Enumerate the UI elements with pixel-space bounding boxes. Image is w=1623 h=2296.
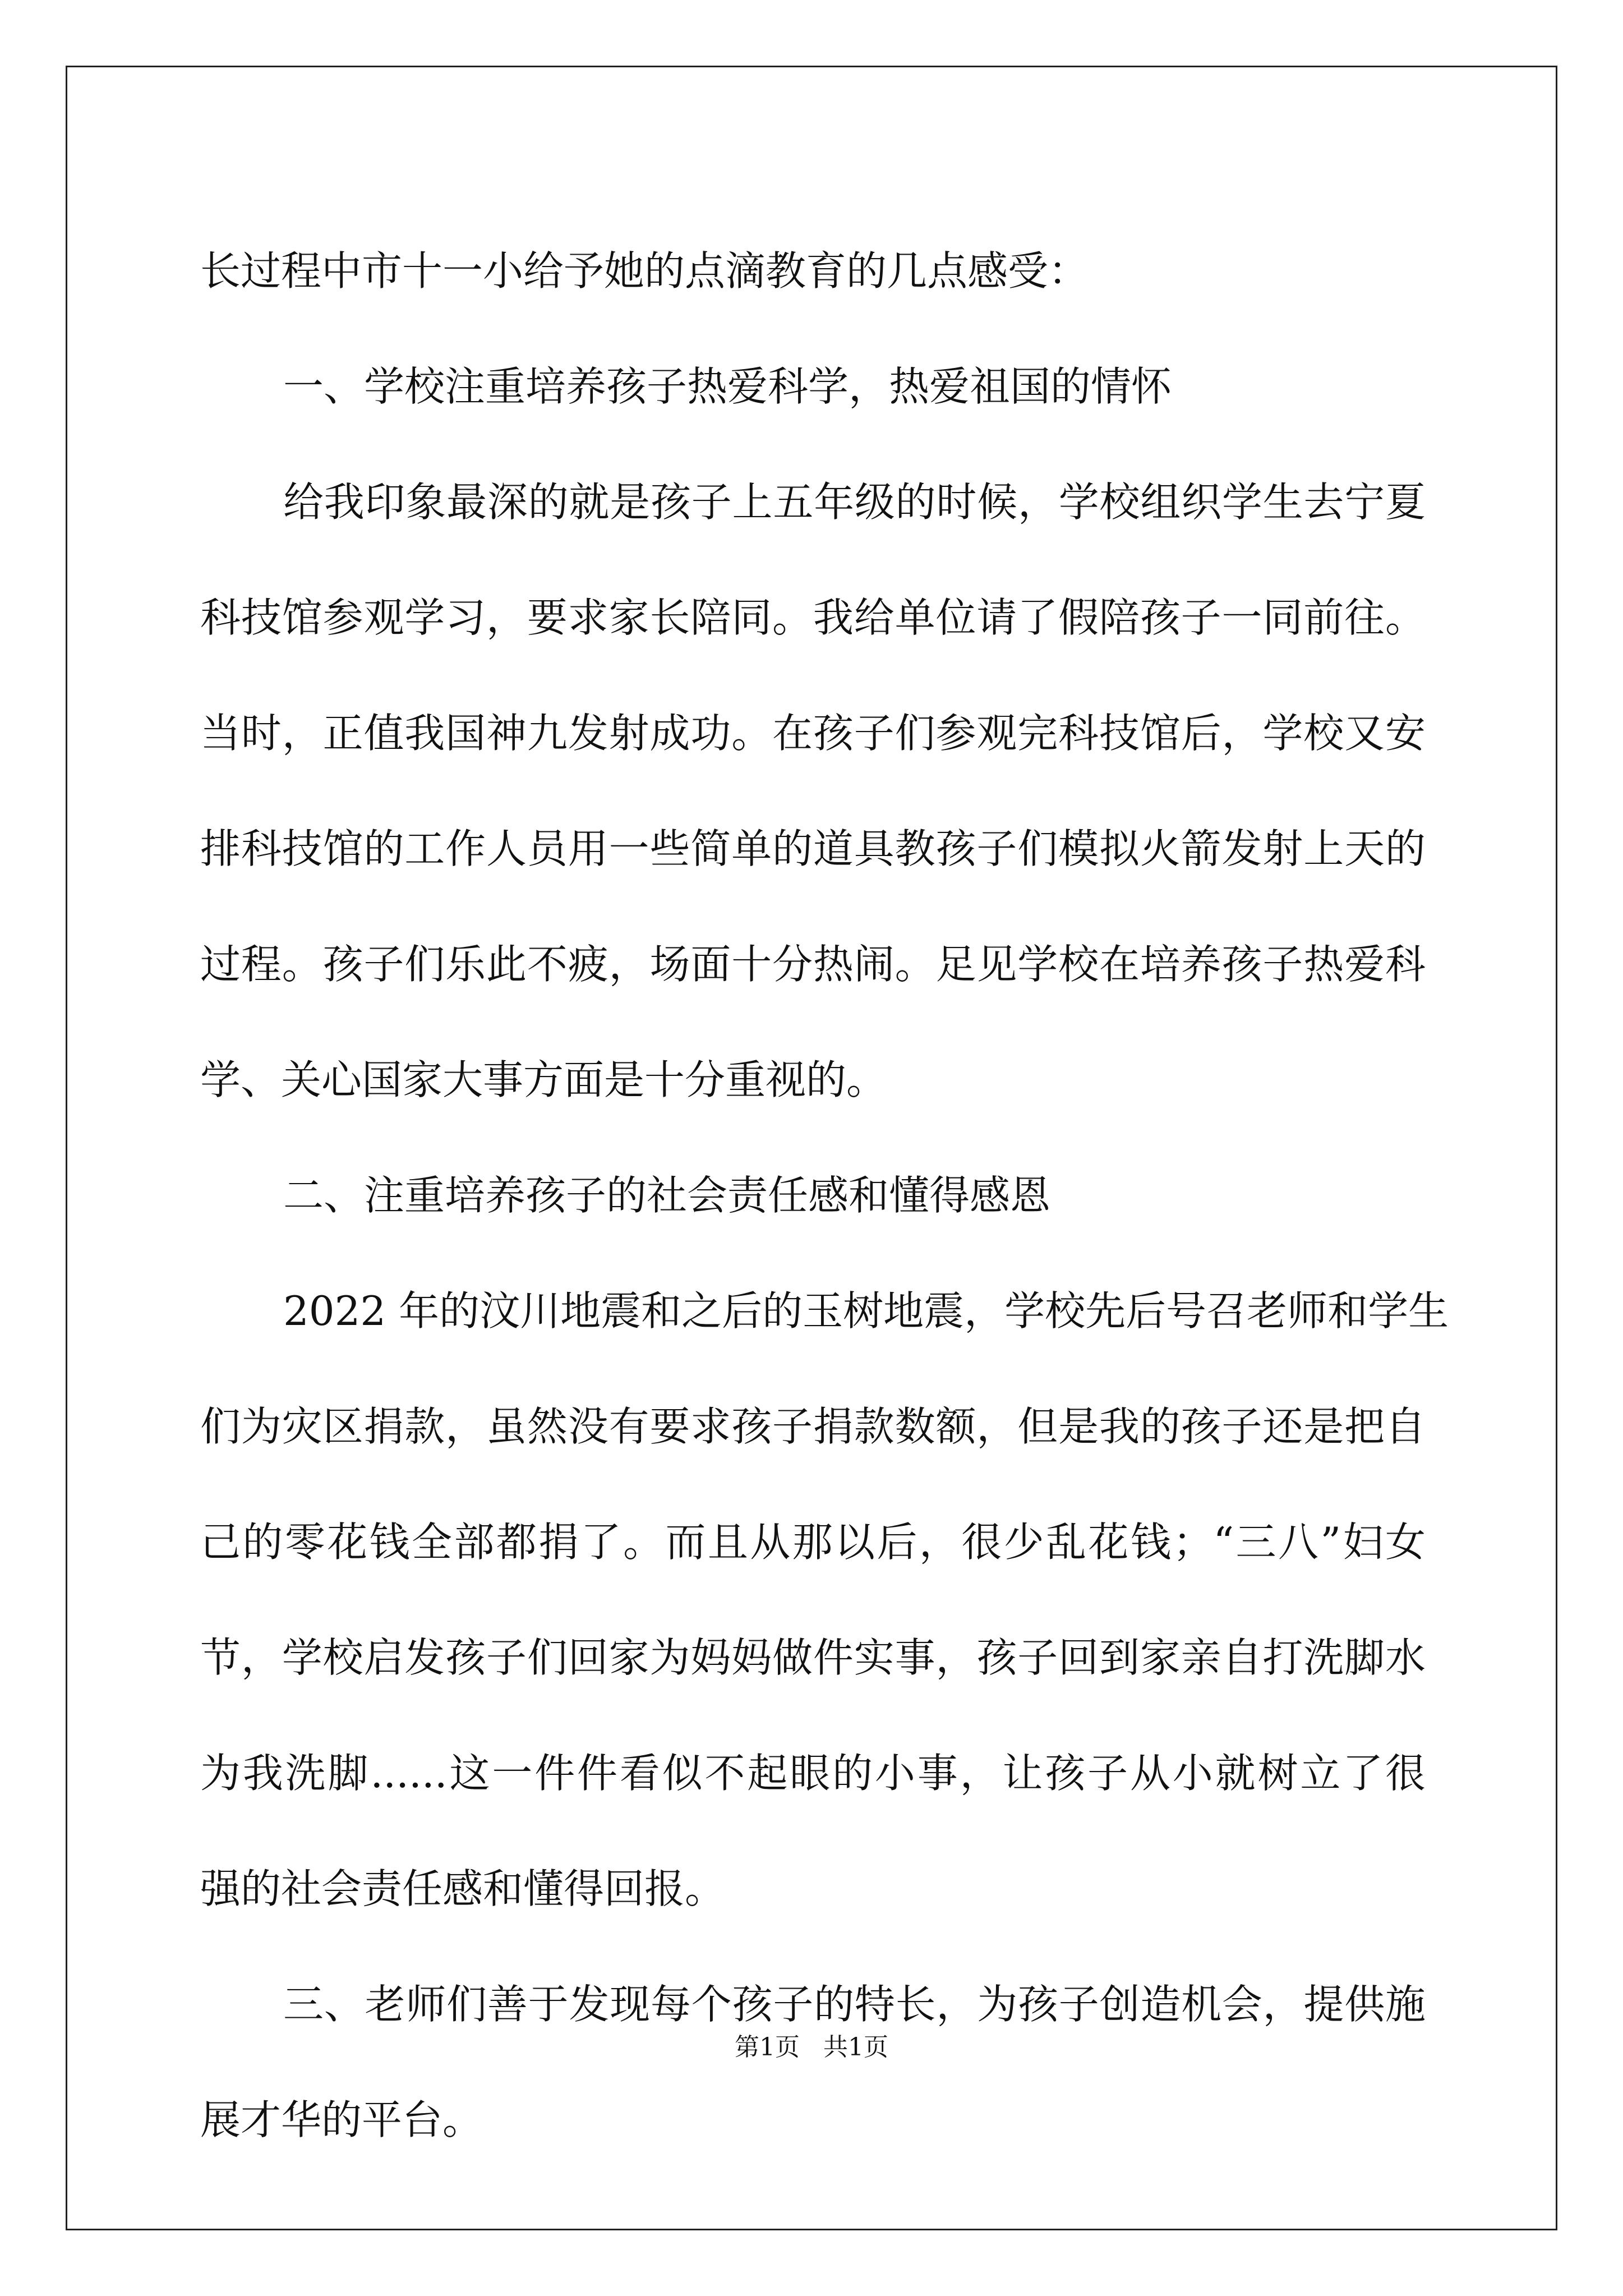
page-number: 第1页 共1页	[735, 2033, 888, 2062]
text-line: 长过程中市十一小给予她的点滴教育的几点感受：	[200, 247, 1089, 295]
section-heading: 二、注重培养孩子的社会责任感和懂得感恩	[283, 1172, 1051, 1219]
section-heading: 三、老师们善于发现每个孩子的特长，为孩子创造机会，提供施	[283, 1981, 1426, 2028]
page-footer	[0, 2031, 1623, 2064]
text-line: 己的零花钱全部都捐了。而且从那以后，很少乱花钱；“三八”妇女	[200, 1519, 1426, 1566]
text-line: 排科技馆的工作人员用一些简单的道具教孩子们模拟火箭发射上天的	[200, 825, 1426, 872]
text-line: 展才华的平台。	[200, 2096, 483, 2143]
text-line: 科技馆参观学习，要求家长陪同。我给单位请了假陪孩子一同前往。	[200, 594, 1426, 641]
text-line: 为我洗脚......这一件件看似不起眼的小事，让孩子从小就树立了很	[200, 1750, 1426, 1797]
text-line: 学、关心国家大事方面是十分重视的。	[200, 1056, 887, 1103]
text-line: 节，学校启发孩子们回家为妈妈做件实事，孩子回到家亲自打洗脚水	[200, 1634, 1426, 1681]
text-line: 过程。孩子们乐此不疲，场面十分热闹。足见学校在培养孩子热爱科	[200, 941, 1426, 988]
text-line: 强的社会责任感和懂得回报。	[200, 1865, 726, 1912]
text-line: 当时，正值我国神九发射成功。在孩子们参观完科技馆后，学校又安	[200, 710, 1426, 757]
document-body	[200, 213, 1449, 2178]
section-heading: 一、学校注重培养孩子热爱科学，热爱祖国的情怀	[283, 363, 1172, 410]
text-line: 们为灾区捐款，虽然没有要求孩子捐款数额，但是我的孩子还是把自	[200, 1403, 1426, 1450]
text-line: 给我印象最深的就是孩子上五年级的时候，学校组织学生去宁夏	[283, 478, 1426, 526]
text-line: 2022 年的汶川地震和之后的玉树地震，学校先后号召老师和学生	[283, 1287, 1449, 1335]
